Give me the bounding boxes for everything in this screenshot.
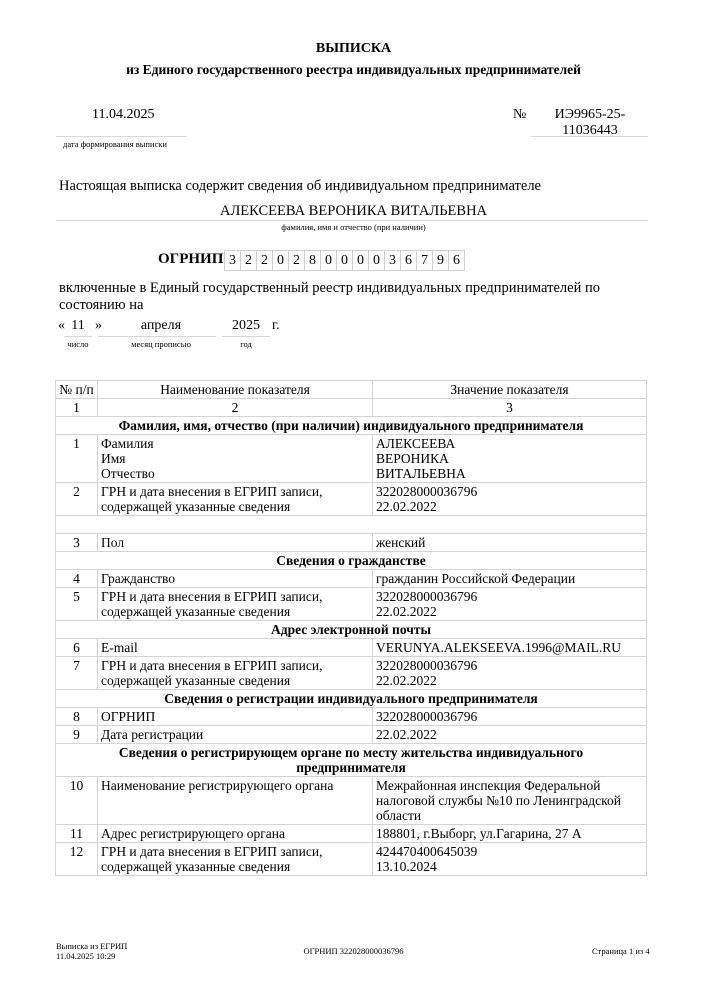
row-value-line: 322028000036796 <box>376 484 478 499</box>
row-name-line: содержащей указанные сведения <box>101 604 291 619</box>
extract-number <box>530 107 650 139</box>
table-row <box>56 843 647 876</box>
row-value-line: ВЕРОНИКА <box>376 451 449 466</box>
year-underline <box>222 336 270 337</box>
caption-day: число <box>67 339 89 349</box>
entrepreneur-fio: АЛЕКСЕЕВА ВЕРОНИКА ВИТАЛЬЕВНА <box>219 203 488 219</box>
ogrnip-digit: 0 <box>352 250 369 271</box>
row-num: 2 <box>56 483 98 516</box>
row-num: 10 <box>56 777 98 825</box>
month-underline <box>98 336 216 337</box>
footer-doc-name: Выписка из ЕГРИП <box>56 941 128 951</box>
row-value-line: налоговой службы №10 по Ленинградской <box>376 793 621 808</box>
section-registration: Сведения о регистрации индивидуального предпринимателя <box>56 690 647 708</box>
row-num: 6 <box>56 639 98 657</box>
row-name-line: ГРН и дата внесения в ЕГРИП записи, <box>101 658 323 673</box>
row-name: Пол <box>98 534 373 552</box>
extract-date: 11.04.2025 <box>92 107 155 122</box>
row-value-email: VERUNYA.ALEKSEEVA.1996@MAIL.RU <box>373 639 647 657</box>
row-value <box>373 657 647 690</box>
row-name-line: содержащей указанные сведения <box>101 499 291 514</box>
row-name-line: Имя <box>101 451 126 466</box>
caption-month: месяц прописью <box>131 339 191 349</box>
row-name: Наименование регистрирующего органа <box>98 777 373 825</box>
header-col-3: 3 <box>373 399 647 417</box>
row-value-line: 322028000036796 <box>376 658 478 673</box>
header-value: Значение показателя <box>373 381 647 399</box>
header-col-2: 2 <box>98 399 373 417</box>
fio-caption: фамилия, имя и отчество (при наличии) <box>281 222 426 232</box>
ogrnip-digit: 3 <box>384 250 401 271</box>
row-value <box>373 483 647 516</box>
number-sign: № <box>513 107 527 122</box>
section-row <box>56 690 647 708</box>
row-name: Гражданство <box>98 570 373 588</box>
row-name <box>98 483 373 516</box>
table-row <box>56 570 647 588</box>
ogrnip-digit: 9 <box>432 250 449 271</box>
row-name: E-mail <box>98 639 373 657</box>
ogrnip-digit: 6 <box>448 250 465 271</box>
section-fio: Фамилия, имя, отчество (при наличии) индивидуального предпринимателя <box>56 417 647 435</box>
row-name <box>98 657 373 690</box>
row-name-line: ГРН и дата внесения в ЕГРИП записи, <box>101 844 323 859</box>
section-row <box>56 417 647 435</box>
fio-underline <box>56 220 648 221</box>
table-row <box>56 639 647 657</box>
row-value: 188801, г.Выборг, ул.Гагарина, 27 А <box>373 825 647 843</box>
table-row <box>56 825 647 843</box>
day-underline <box>64 336 92 337</box>
row-num: 7 <box>56 657 98 690</box>
row-value <box>373 588 647 621</box>
footer-ogrnip: ОГРНИП 322028000036796 <box>303 946 404 956</box>
ogrnip-digit: 6 <box>400 250 417 271</box>
table-row <box>56 726 647 744</box>
table-row <box>56 435 647 483</box>
row-name-line: ГРН и дата внесения в ЕГРИП записи, <box>101 484 323 499</box>
row-value-line: 22.02.2022 <box>376 499 437 514</box>
header-num: № п/п <box>56 381 98 399</box>
row-num: 12 <box>56 843 98 876</box>
ogrnip-digit: 0 <box>368 250 385 271</box>
section-email: Адрес электронной почты <box>56 621 647 639</box>
header-name: Наименование показателя <box>98 381 373 399</box>
ogrnip-digit: 0 <box>272 250 289 271</box>
row-value-line: 322028000036796 <box>376 589 478 604</box>
table-row <box>56 657 647 690</box>
row-value-line: 424470400645039 <box>376 844 478 859</box>
extract-number-line1: ИЭ9965-25- <box>554 107 626 122</box>
included-text: включенные в Единый государственный реестр индивидуальных предпринимателей по состоянию на <box>59 280 600 313</box>
ogrnip-digit: 2 <box>288 250 305 271</box>
date-day: 11 <box>71 318 85 333</box>
ogrnip-digit: 3 <box>224 250 241 271</box>
row-name <box>98 843 373 876</box>
ogrnip-digit: 0 <box>336 250 353 271</box>
ogrnip-digit: 2 <box>256 250 273 271</box>
table-header-numbers-row <box>56 399 647 417</box>
date-year-suffix: г. <box>272 318 280 333</box>
row-name-line: Фамилия <box>101 436 154 451</box>
footer-page-number: Страница 1 из 4 <box>592 946 650 956</box>
date-underline <box>56 136 187 137</box>
table-header-row <box>56 381 647 399</box>
table-row <box>56 588 647 621</box>
section-registering-authority: Сведения о регистрирующем органе по месту жительства индивидуального предпринимателя <box>56 744 647 777</box>
row-num: 11 <box>56 825 98 843</box>
row-num: 5 <box>56 588 98 621</box>
row-value-line: ВИТАЛЬЕВНА <box>376 466 466 481</box>
table-row <box>56 777 647 825</box>
row-value <box>373 777 647 825</box>
section-row <box>56 552 647 570</box>
document-title: ВЫПИСКА <box>315 41 392 56</box>
caption-year: год <box>240 339 252 349</box>
row-value-line: Межрайонная инспекция Федеральной <box>376 778 601 793</box>
table-row <box>56 708 647 726</box>
header-col-1: 1 <box>56 399 98 417</box>
intro-text: Настоящая выписка содержит сведения об индивидуальном предпринимателе <box>59 178 541 194</box>
row-name <box>98 588 373 621</box>
section-row <box>56 744 647 777</box>
ogrnip-label: ОГРНИП <box>158 251 224 267</box>
ogrnip-digit-boxes <box>225 250 465 271</box>
row-name: Адрес регистрирующего органа <box>98 825 373 843</box>
ogrnip-digit: 2 <box>240 250 257 271</box>
footer-timestamp: 11.04.2025 10:29 <box>56 951 116 961</box>
row-value-line: области <box>376 808 422 823</box>
row-name: Дата регистрации <box>98 726 373 744</box>
date-caption: дата формирования выписки <box>63 139 167 149</box>
ogrnip-digit: 8 <box>304 250 321 271</box>
row-value-line: 22.02.2022 <box>376 604 437 619</box>
section-citizenship: Сведения о гражданстве <box>56 552 647 570</box>
date-open-quote: « <box>58 318 65 333</box>
extract-number-line2: 11036443 <box>562 123 618 138</box>
row-num: 8 <box>56 708 98 726</box>
row-value-line: 22.02.2022 <box>376 673 437 688</box>
number-underline <box>531 136 648 137</box>
ogrnip-digit: 7 <box>416 250 433 271</box>
table-row <box>56 534 647 552</box>
row-num: 9 <box>56 726 98 744</box>
row-name: ОГРНИП <box>98 708 373 726</box>
row-value: гражданин Российской Федерации <box>373 570 647 588</box>
row-num: 1 <box>56 435 98 483</box>
row-value: 22.02.2022 <box>373 726 647 744</box>
row-value <box>373 843 647 876</box>
row-name <box>98 435 373 483</box>
row-num: 4 <box>56 570 98 588</box>
empty-row <box>56 516 647 534</box>
ogrnip-digit: 0 <box>320 250 337 271</box>
row-name-line: содержащей указанные сведения <box>101 673 291 688</box>
row-name-line: содержащей указанные сведения <box>101 859 291 874</box>
document-subtitle: из Единого государственного реестра индивидуальных предпринимателей <box>126 62 581 77</box>
section-row <box>56 621 647 639</box>
row-value <box>373 435 647 483</box>
row-num: 3 <box>56 534 98 552</box>
row-value-line: АЛЕКСЕЕВА <box>376 436 456 451</box>
empty-cell <box>56 516 647 534</box>
row-name-line: Отчество <box>101 466 155 481</box>
row-value: 322028000036796 <box>373 708 647 726</box>
date-year: 2025 <box>232 318 260 333</box>
row-value: женский <box>373 534 647 552</box>
row-name-line: ГРН и дата внесения в ЕГРИП записи, <box>101 589 323 604</box>
table-row <box>56 483 647 516</box>
row-value-line: 13.10.2024 <box>376 859 437 874</box>
egrip-data-table <box>55 380 647 876</box>
date-close-quote: » <box>95 318 102 333</box>
date-month: апреля <box>140 318 182 333</box>
